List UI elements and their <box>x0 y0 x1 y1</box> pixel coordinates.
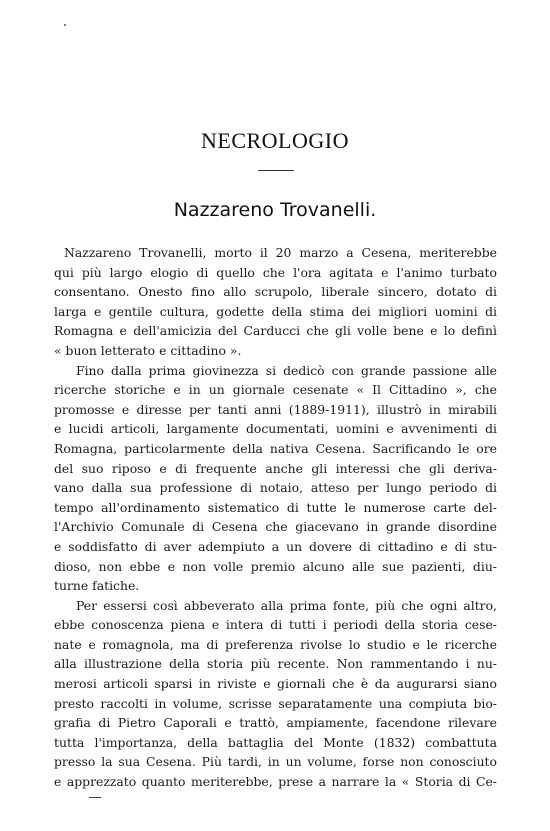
paper-speck <box>64 24 66 26</box>
section-title: NECROLOGIO <box>201 128 349 153</box>
text-line: vano dalla sua professione di notaio, atteso per lungo periodo di <box>54 480 497 496</box>
text-line: Per essersi così abbeverato alla prima fonte, più che ogni altro, <box>76 597 497 613</box>
text-line: tempo all'ordinamento sistematico di tutte le numerose carte del- <box>54 499 497 515</box>
text-line: e soddisfatto di aver adempiuto a un dovere di cittadino e di stu- <box>54 538 497 554</box>
text-line: ebbe conoscenza piena e intera di tutti i periodi della storia cese- <box>54 617 497 633</box>
title-rule <box>258 170 294 171</box>
text-line: e apprezzato quanto meriterebbe, prese a narrare la « Storia di Ce- <box>54 774 497 790</box>
text-line: grafia di Pietro Caporali e trattò, ampiamente, facendone rilevare <box>54 715 497 731</box>
text-line: merosi articoli sparsi in riviste e giornali che è da augurarsi siano <box>54 676 497 692</box>
text-line: ricerche storiche e in un giornale cesenate « Il Cittadino », che <box>54 382 497 398</box>
text-line: l'Archivio Comunale di Cesena che giacevano in grande disordine <box>54 519 497 535</box>
text-line: larga e gentile cultura, godette della stima dei migliori uomini di <box>54 303 497 319</box>
text-line: e lucidi articoli, largamente documentati, uomini e avvenimenti di <box>54 421 497 437</box>
footer-mark <box>89 797 101 798</box>
text-line: tutta l'importanza, della battaglia del Monte (1832) combattuta <box>54 734 497 750</box>
text-line: Romagna, particolarmente della nativa Cesena. Sacrificando le ore <box>54 440 497 456</box>
text-line: Fino dalla prima giovinezza si dedicò con grande passione alle <box>76 362 497 378</box>
text-line: Romagna e dell'amicizia del Carducci che gli volle bene e lo definì <box>54 323 497 339</box>
article-body <box>54 243 497 792</box>
text-line: del suo riposo e di frequente anche gli interessi che gli deriva- <box>54 460 497 476</box>
text-line: nate e romagnola, ma di preferenza rivolse lo studio e le ricerche <box>54 636 497 652</box>
text-line: promosse e diresse per tanti anni (1889-1911), illustrò in mirabili <box>54 401 497 417</box>
text-line: presto raccolti in volume, scrisse separatamente una compiuta bio- <box>54 695 497 711</box>
text-line: turne fatiche. <box>54 578 140 594</box>
text-line: dioso, non ebbe e non volle premio alcuno alle sue pazienti, diu- <box>54 558 497 574</box>
article-title: Nazzareno Trovanelli. <box>173 199 377 221</box>
text-line: « buon letterato e cittadino ». <box>54 342 242 358</box>
text-line: Nazzareno Trovanelli, morto il 20 marzo a Cesena, meriterebbe <box>64 245 497 260</box>
text-line: presso la sua Cesena. Più tardi, in un volume, forse non conosciuto <box>54 754 497 770</box>
text-line: alla illustrazione della storia più recente. Non rammentando i nu- <box>54 656 497 672</box>
text-line: qui più largo elogio di quello che l'ora agitata e l'animo turbato <box>54 264 497 280</box>
text-line: consentano. Onesto fino allo scrupolo, liberale sincero, dotato di <box>54 284 497 300</box>
